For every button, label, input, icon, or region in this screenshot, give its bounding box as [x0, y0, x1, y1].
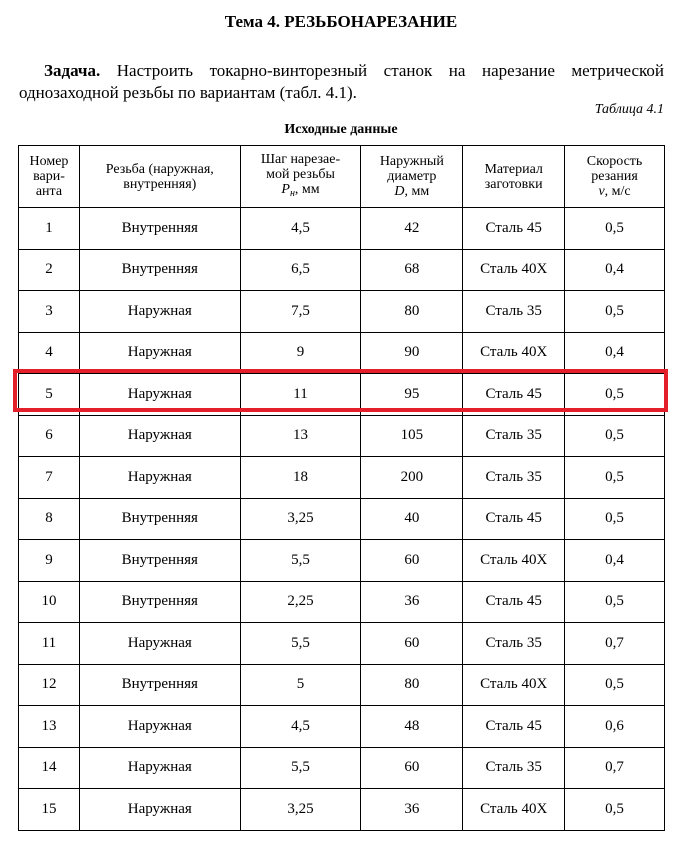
table-row	[19, 747, 665, 789]
pitch-cell: 7,5	[240, 291, 361, 333]
table-header-row	[19, 146, 665, 208]
speed-cell: 0,6	[565, 706, 665, 748]
speed-cell: 0,5	[565, 498, 665, 540]
table-row	[19, 664, 665, 706]
pitch-cell: 13	[240, 415, 361, 457]
pitch-cell: 2,25	[240, 581, 361, 623]
col-header-speed: Скорость резания v, м/с	[565, 146, 665, 208]
diameter-cell: 60	[361, 623, 463, 665]
pitch-cell: 3,25	[240, 498, 361, 540]
pitch-cell: 5,5	[240, 747, 361, 789]
table-row	[19, 498, 665, 540]
diameter-cell: 95	[361, 374, 463, 416]
speed-cell: 0,5	[565, 374, 665, 416]
col-header-material: Материал заготовки	[463, 146, 565, 208]
pitch-cell: 4,5	[240, 208, 361, 250]
pitch-cell: 3,25	[240, 789, 361, 831]
variant-cell: 8	[19, 498, 80, 540]
diameter-cell: 36	[361, 581, 463, 623]
pitch-cell: 6,5	[240, 249, 361, 291]
thread-type-cell: Внутренняя	[79, 208, 240, 250]
variant-cell: 11	[19, 623, 80, 665]
material-cell: Сталь 35	[463, 457, 565, 499]
speed-cell: 0,7	[565, 623, 665, 665]
material-cell: Сталь 40Х	[463, 249, 565, 291]
col-header-pitch: Шаг нарезае- мой резьбы $P_н$, мм	[240, 146, 361, 208]
thread-type-cell: Внутренняя	[79, 540, 240, 582]
task-paragraph	[19, 60, 664, 104]
thread-type-cell: Наружная	[79, 332, 240, 374]
diameter-cell: 200	[361, 457, 463, 499]
speed-cell: 0,5	[565, 208, 665, 250]
diameter-cell: 105	[361, 415, 463, 457]
table-row	[19, 706, 665, 748]
speed-cell: 0,7	[565, 747, 665, 789]
material-cell: Сталь 40Х	[463, 332, 565, 374]
table-caption: Исходные данные	[284, 122, 398, 137]
table-body	[19, 208, 665, 831]
table-row	[19, 581, 665, 623]
table-row	[19, 332, 665, 374]
material-cell: Сталь 45	[463, 581, 565, 623]
col-header-variant: Номер вари- анта	[19, 146, 80, 208]
thread-type-cell: Наружная	[79, 789, 240, 831]
table-row	[19, 208, 665, 250]
task-text: Настроить токарно-винторезный станок на нарезание метрической однозаходной резьбы по вариантам (табл. 4.1).	[19, 61, 664, 102]
diameter-cell: 60	[361, 747, 463, 789]
diameter-cell: 60	[361, 540, 463, 582]
thread-type-cell: Наружная	[79, 415, 240, 457]
table-row	[19, 415, 665, 457]
thread-type-cell: Наружная	[79, 706, 240, 748]
thread-type-cell: Внутренняя	[79, 498, 240, 540]
pitch-cell: 5,5	[240, 540, 361, 582]
data-table	[18, 145, 665, 831]
pitch-cell: 9	[240, 332, 361, 374]
variant-cell: 2	[19, 249, 80, 291]
table-row	[19, 374, 665, 416]
thread-type-cell: Внутренняя	[79, 664, 240, 706]
variant-cell: 1	[19, 208, 80, 250]
thread-type-cell: Внутренняя	[79, 249, 240, 291]
speed-cell: 0,4	[565, 249, 665, 291]
variant-cell: 5	[19, 374, 80, 416]
speed-cell: 0,5	[565, 789, 665, 831]
speed-cell: 0,5	[565, 581, 665, 623]
material-cell: Сталь 45	[463, 374, 565, 416]
material-cell: Сталь 35	[463, 415, 565, 457]
thread-type-cell: Наружная	[79, 747, 240, 789]
speed-cell: 0,5	[565, 291, 665, 333]
page-title: Тема 4. РЕЗЬБОНАРЕЗАНИЕ	[224, 12, 458, 31]
thread-type-cell: Наружная	[79, 623, 240, 665]
pitch-cell: 18	[240, 457, 361, 499]
pitch-cell: 5	[240, 664, 361, 706]
table-row	[19, 789, 665, 831]
material-cell: Сталь 45	[463, 498, 565, 540]
table-row	[19, 249, 665, 291]
variant-cell: 9	[19, 540, 80, 582]
diameter-cell: 68	[361, 249, 463, 291]
thread-type-cell: Внутренняя	[79, 581, 240, 623]
pitch-cell: 11	[240, 374, 361, 416]
pitch-cell: 5,5	[240, 623, 361, 665]
table-row	[19, 623, 665, 665]
pitch-cell: 4,5	[240, 706, 361, 748]
variant-cell: 3	[19, 291, 80, 333]
speed-cell: 0,5	[565, 415, 665, 457]
task-label: Задача.	[44, 61, 101, 80]
material-cell: Сталь 40Х	[463, 540, 565, 582]
speed-cell: 0,5	[565, 664, 665, 706]
table-row	[19, 291, 665, 333]
material-cell: Сталь 45	[463, 706, 565, 748]
speed-cell: 0,5	[565, 457, 665, 499]
diameter-cell: 80	[361, 291, 463, 333]
material-cell: Сталь 40Х	[463, 664, 565, 706]
thread-type-cell: Наружная	[79, 291, 240, 333]
table-number: Таблица 4.1	[594, 102, 664, 117]
variant-cell: 14	[19, 747, 80, 789]
variant-cell: 6	[19, 415, 80, 457]
diameter-cell: 36	[361, 789, 463, 831]
col-header-diameter: Наружный диаметр D, мм	[361, 146, 463, 208]
variant-cell: 13	[19, 706, 80, 748]
variant-cell: 7	[19, 457, 80, 499]
material-cell: Сталь 40Х	[463, 789, 565, 831]
table-row	[19, 540, 665, 582]
diameter-cell: 80	[361, 664, 463, 706]
variant-cell: 12	[19, 664, 80, 706]
material-cell: Сталь 35	[463, 291, 565, 333]
material-cell: Сталь 45	[463, 208, 565, 250]
diameter-cell: 48	[361, 706, 463, 748]
thread-type-cell: Наружная	[79, 374, 240, 416]
material-cell: Сталь 35	[463, 623, 565, 665]
speed-cell: 0,4	[565, 332, 665, 374]
variant-cell: 4	[19, 332, 80, 374]
diameter-cell: 90	[361, 332, 463, 374]
diameter-cell: 40	[361, 498, 463, 540]
diameter-cell: 42	[361, 208, 463, 250]
table-row	[19, 457, 665, 499]
thread-type-cell: Наружная	[79, 457, 240, 499]
material-cell: Сталь 35	[463, 747, 565, 789]
speed-cell: 0,4	[565, 540, 665, 582]
variant-cell: 15	[19, 789, 80, 831]
col-header-thread-type: Резьба (наружная, внутренняя)	[79, 146, 240, 208]
variant-cell: 10	[19, 581, 80, 623]
